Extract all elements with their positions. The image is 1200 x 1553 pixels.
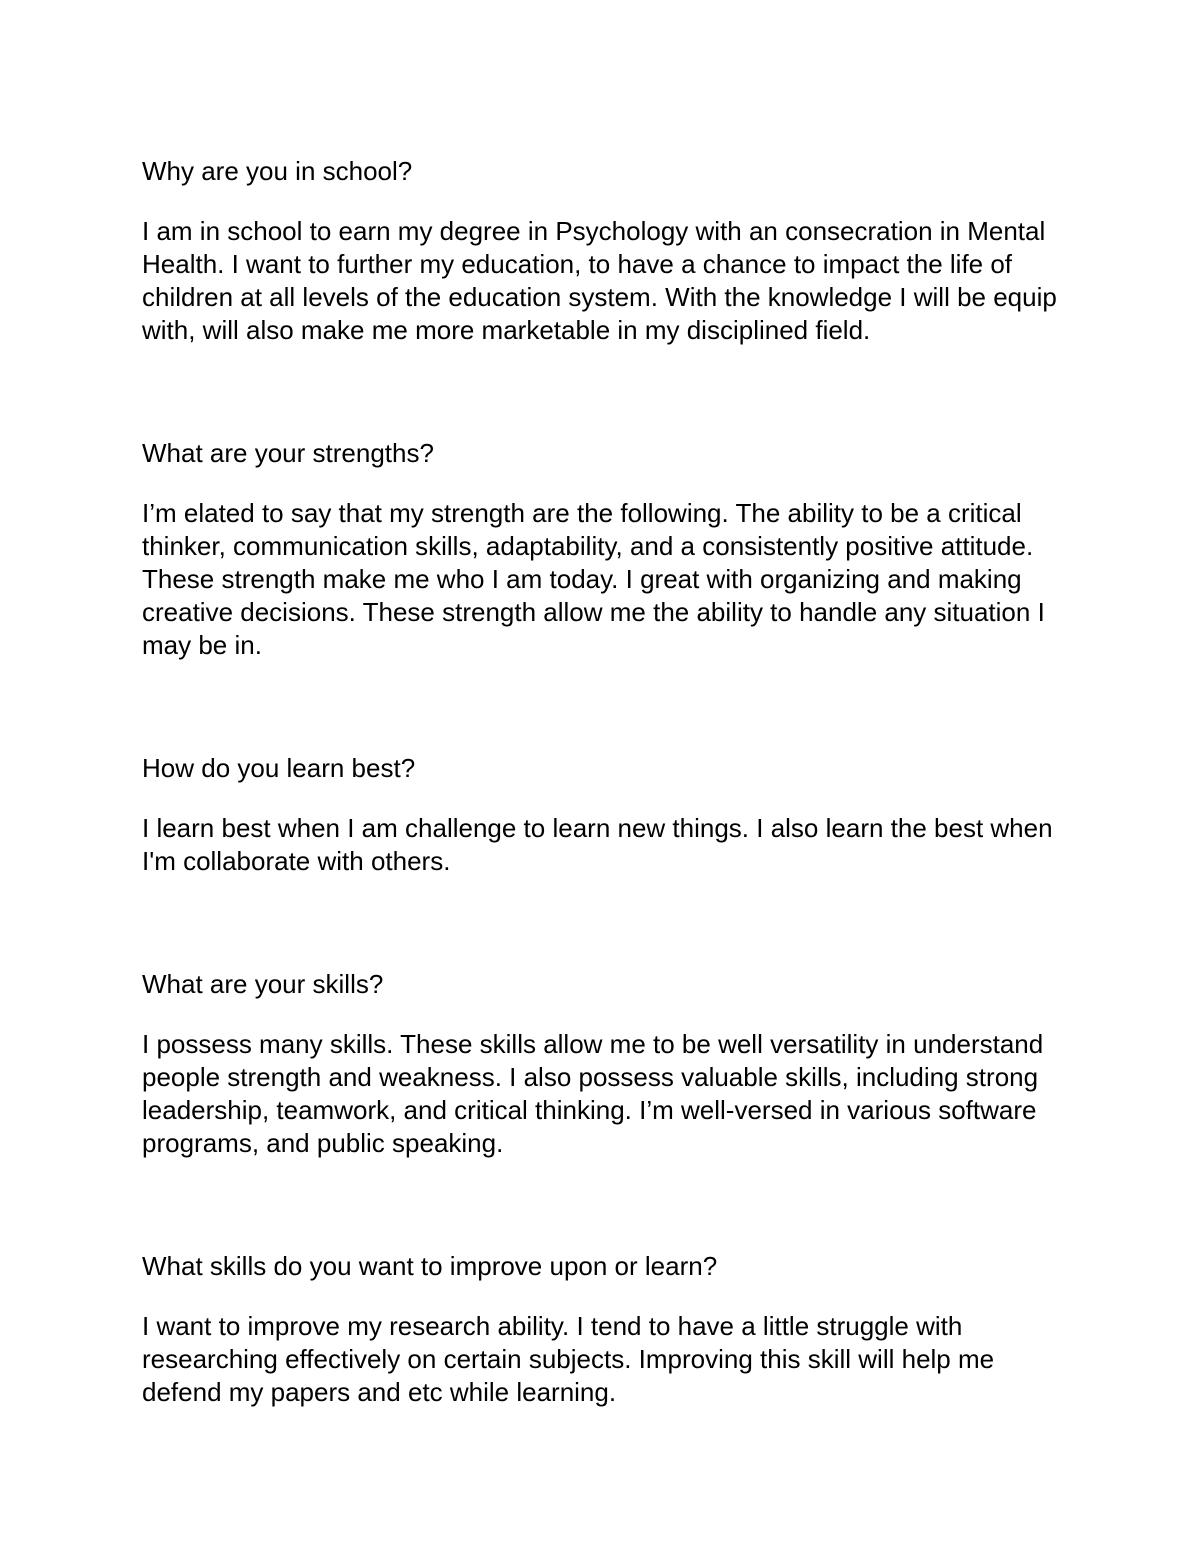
section-why-in-school [142,155,1072,347]
question-heading: What are your strengths? [142,438,434,468]
answer-paragraph: I’m elated to say that my strength are the following. The ability to be a critical thinker, communication skills, adaptability, and a consistently positive attitude. These strength make me who I am today. I great with organizing and making creative decisions. These strength allow me the ability to handle any situation I may be in. [142,498,1045,660]
document-body [142,155,1072,1409]
question-heading: What skills do you want to improve upon or learn? [142,1251,718,1281]
section-strengths [142,437,1072,662]
section-improve-skills [142,1250,1072,1409]
question-heading: How do you learn best? [142,753,416,783]
answer-paragraph: I am in school to earn my degree in Psychology with an consecration in Mental Health. I want to further my education, to have a chance to impact the life of children at all levels of the education system. With the knowledge I will be equip with, will also make me more marketable in my disciplined field. [142,216,1057,345]
section-skills [142,968,1072,1160]
answer-paragraph: I want to improve my research ability. I tend to have a little struggle with researching effectively on certain subjects. Improving this skill will help me defend my papers and etc while learning. [142,1311,995,1407]
question-heading: What are your skills? [142,969,384,999]
answer-paragraph: I learn best when I am challenge to learn new things. I also learn the best when I'm collaborate with others. [142,813,1053,876]
section-learn-best [142,752,1072,878]
answer-paragraph: I possess many skills. These skills allow me to be well versatility in understand people strength and weakness. I also possess valuable skills, including strong leadership, teamwork, and critical thinking. I’m well-versed in various software programs, and public speaking. [142,1029,1044,1158]
question-heading: Why are you in school? [142,156,413,186]
